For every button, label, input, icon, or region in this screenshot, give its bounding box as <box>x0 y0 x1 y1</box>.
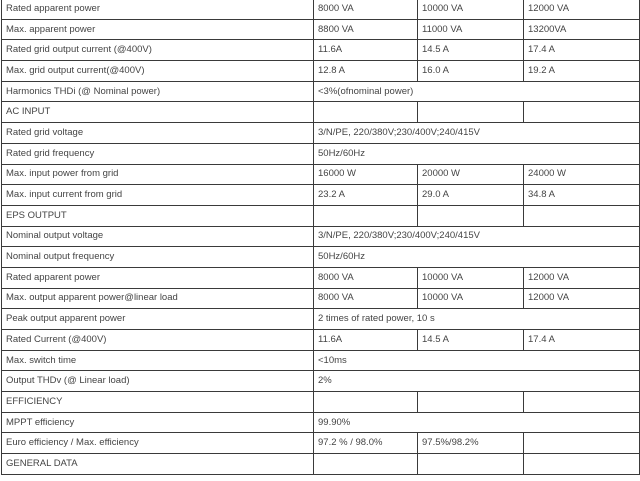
table-row <box>2 19 640 40</box>
spec-label: Rated grid output current (@400V) <box>2 40 314 61</box>
table-row <box>2 454 640 475</box>
spec-value: 13200VA <box>524 19 640 40</box>
spec-value: 29.0 A <box>418 185 524 206</box>
spec-value: 16000 W <box>314 164 418 185</box>
spec-value-merged: 2% <box>314 371 640 392</box>
spec-label: Max. input power from grid <box>2 164 314 185</box>
table-row <box>2 164 640 185</box>
spec-label: Max. apparent power <box>2 19 314 40</box>
spec-value <box>314 102 418 123</box>
spec-label: Harmonics THDi (@ Nominal power) <box>2 81 314 102</box>
spec-value: 11.6A <box>314 40 418 61</box>
table-row <box>2 350 640 371</box>
spec-value <box>524 454 640 475</box>
table-row <box>2 247 640 268</box>
spec-label: Max. input current from grid <box>2 185 314 206</box>
spec-value <box>418 102 524 123</box>
table-row <box>2 185 640 206</box>
spec-value: 23.2 A <box>314 185 418 206</box>
spec-table-body <box>2 0 640 474</box>
spec-value <box>418 205 524 226</box>
spec-value: 97.5%/98.2% <box>418 433 524 454</box>
table-row <box>2 412 640 433</box>
table-row <box>2 288 640 309</box>
spec-label: EPS OUTPUT <box>2 205 314 226</box>
table-row <box>2 371 640 392</box>
spec-value-merged: 50Hz/60Hz <box>314 247 640 268</box>
spec-value: 11000 VA <box>418 19 524 40</box>
spec-label: Peak output apparent power <box>2 309 314 330</box>
table-row <box>2 309 640 330</box>
table-row <box>2 205 640 226</box>
spec-value: 12000 VA <box>524 267 640 288</box>
spec-value: 10000 VA <box>418 267 524 288</box>
table-row <box>2 330 640 351</box>
spec-label: Output THDv (@ Linear load) <box>2 371 314 392</box>
spec-label: Nominal output voltage <box>2 226 314 247</box>
spec-label: Rated apparent power <box>2 267 314 288</box>
spec-value <box>524 205 640 226</box>
spec-value-merged: 3/N/PE, 220/380V;230/400V;240/415V <box>314 226 640 247</box>
spec-value: 11.6A <box>314 330 418 351</box>
spec-value <box>418 454 524 475</box>
spec-label: Max. switch time <box>2 350 314 371</box>
spec-value: 17.4 A <box>524 40 640 61</box>
spec-label: Euro efficiency / Max. efficiency <box>2 433 314 454</box>
spec-value <box>524 102 640 123</box>
table-row <box>2 392 640 413</box>
spec-label: Max. output apparent power@linear load <box>2 288 314 309</box>
spec-value: 10000 VA <box>418 0 524 19</box>
spec-label: Rated Current (@400V) <box>2 330 314 351</box>
spec-value: 8000 VA <box>314 0 418 19</box>
spec-table <box>1 0 640 475</box>
spec-value <box>524 392 640 413</box>
spec-label: EFFICIENCY <box>2 392 314 413</box>
table-row <box>2 102 640 123</box>
spec-label: MPPT efficiency <box>2 412 314 433</box>
table-row <box>2 433 640 454</box>
table-row <box>2 81 640 102</box>
spec-value: 10000 VA <box>418 288 524 309</box>
spec-value: 19.2 A <box>524 61 640 82</box>
spec-value: 12.8 A <box>314 61 418 82</box>
spec-value <box>314 392 418 413</box>
table-row <box>2 40 640 61</box>
spec-value: 14.5 A <box>418 40 524 61</box>
spec-label: Rated grid voltage <box>2 123 314 144</box>
spec-value-merged: 2 times of rated power, 10 s <box>314 309 640 330</box>
spec-value <box>418 392 524 413</box>
spec-value: 8000 VA <box>314 267 418 288</box>
spec-value-merged: <3%(ofnominal power) <box>314 81 640 102</box>
table-row <box>2 123 640 144</box>
spec-value-merged: 50Hz/60Hz <box>314 143 640 164</box>
spec-value-merged: 99.90% <box>314 412 640 433</box>
spec-value: 8800 VA <box>314 19 418 40</box>
spec-value <box>314 454 418 475</box>
spec-value <box>314 205 418 226</box>
spec-value: 24000 W <box>524 164 640 185</box>
table-row <box>2 226 640 247</box>
table-row <box>2 61 640 82</box>
spec-label: Max. grid output current(@400V) <box>2 61 314 82</box>
table-row <box>2 0 640 19</box>
spec-label: GENERAL DATA <box>2 454 314 475</box>
spec-value-merged: 3/N/PE, 220/380V;230/400V;240/415V <box>314 123 640 144</box>
spec-label: Rated apparent power <box>2 0 314 19</box>
spec-value-merged: <10ms <box>314 350 640 371</box>
spec-value: 16.0 A <box>418 61 524 82</box>
spec-value: 34.8 A <box>524 185 640 206</box>
spec-value: 17.4 A <box>524 330 640 351</box>
spec-value <box>524 433 640 454</box>
table-row <box>2 267 640 288</box>
spec-label: Nominal output frequency <box>2 247 314 268</box>
spec-value: 20000 W <box>418 164 524 185</box>
spec-value: 97.2 % / 98.0% <box>314 433 418 454</box>
spec-value: 14.5 A <box>418 330 524 351</box>
spec-value: 12000 VA <box>524 0 640 19</box>
spec-value: 8000 VA <box>314 288 418 309</box>
spec-value: 12000 VA <box>524 288 640 309</box>
spec-label: Rated grid frequency <box>2 143 314 164</box>
spec-label: AC INPUT <box>2 102 314 123</box>
table-row <box>2 143 640 164</box>
